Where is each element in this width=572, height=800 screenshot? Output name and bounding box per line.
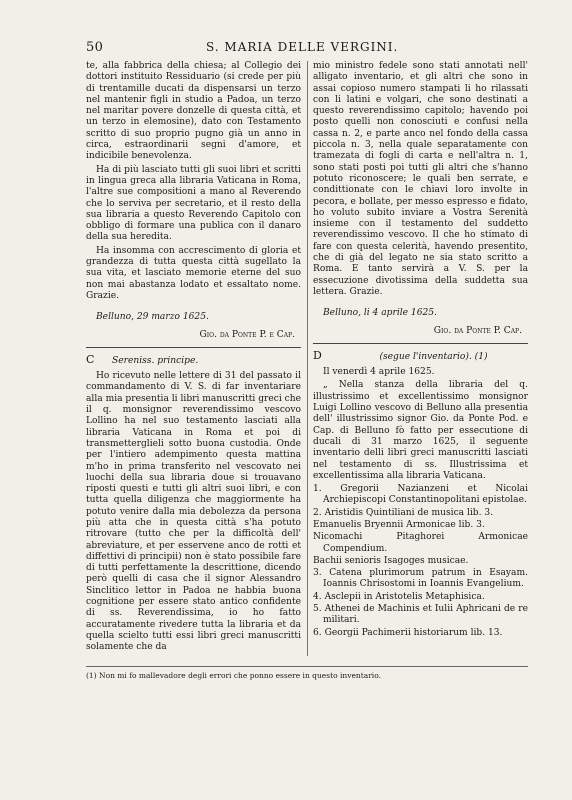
list-item: 1. Gregorii Nazianzeni et Nicolai Archiepiscopi Constantinopolitani epistolae. (313, 484, 528, 506)
left-date: Belluno, 29 marzo 1625. (96, 312, 209, 323)
right-paragraph-1: mio ministro fedele sono stati annotati nell' alligato inventario, et gli altri che sono in assai copioso numero stampati li ho rilassati con li latini e volgari, che sono destinati a questo reverendissimo capitolo; havendo poi posto quelli non conosciuti e confusi nella cassa n. 2, e parte anco nel fondo della cassa piccola n. 3, nella quale separatamente con tramezata di fogli di carta e nell'altra n. 1, sono stati posti poi tutti gli altri che s'hanno potuto riconoscere; le quali ben serrate, e condittionate con le chiavi loro involte in pecora, e bollate, per messo espresso e fidato, ho voluto subito inviare a Vostra Serenità insieme con il testamento del suddetto reverendissimo vescovo. Il che ho stimato di fare con questa celerità, havendo presentito, che di già del legato ne sia stato scritto a Roma. E tanto servirà a V. S. per la essecuzione divotissima della suddetta sua lettera. Grazie. (313, 61, 528, 297)
section-letter-d: D (313, 348, 322, 362)
running-head: S. MARIA DELLE VERGINI. (206, 40, 399, 54)
list-item: Bachii senioris Isagoges musicae. (313, 555, 469, 566)
left-column (86, 61, 301, 656)
left-paragraph-4: Ho ricevuto nelle lettere di 31 del passato il commandamento di V. S. di far inventariare alla mia presentia li libri manuscritti greci che il q. monsignor reverendissimo vescovo Lollino ha nel suo testamento lasciati alla libraria Vaticana in Roma et poi di transmetterglieli sotto buona custodia. Onde per l'intiero adempimento questa mattina m'ho in prima transferito nel vescovato nei luochi della sua libraria doue si trouavano riposti questi e tutti gli altri suoi libri, e con tutta quella diligenza che maggiormente ha potuto venire dalla mia debolezza da persona più atta che in questa città s'ha potuto ritrovare (tutto che per la difficoltà dell' abreviature, et per esservene anco de rotti et diffettivi di principii) non è stato possibile fare di tutti perfettamente la descrittione, dicendo però quelli di casa che il signor Alessandro Sinclitico lettor in Padoa ne habbia buona cognitione per essere stato antico confidente di ss. Reverendissima, io ho fatto accuratamente rivedere tutta la libraria et da quella scielto tutti essi libri greci manuscritti solamente che da (86, 371, 301, 653)
section-letter-c: C (86, 352, 95, 366)
list-item: Nicomachi Pitaghorei Armonicae Compendium. (313, 532, 528, 554)
left-paragraph-1: te, alla fabbrica della chiesa; al Collegio dei dottori instituito Ressiduario (si crede per più di trentamille ducati da dispensarsi un terzo nel mantenir figli in studio a Padoa, un terzo nel maritar povere donzelle di questa città, et un terzo in elemosine), dato con Testamento scritto di suo proprio pugno già un anno in circa, estraordinarii segni d'amore, et indicibile benevolenza. (86, 61, 301, 162)
section-c-heading (86, 354, 301, 367)
left-paragraph-2: Ha di più lasciato tutti gli suoi libri et scritti in lingua greca alla libraria Vaticana in Roma, l'altre sue compositioni a mano al Reverendo che lo serviva per secretario, et il resto della sua libraria a questo Reverendo Capitolo con obbligo di formare una publica con il danaro della sua heredita. (86, 164, 301, 243)
inventory-list (313, 484, 528, 639)
column-rule (307, 61, 308, 656)
left-signature: Gio. da Ponte P. e Cap. (199, 329, 295, 340)
section-divider (86, 347, 301, 348)
salutation: Sereniss. principe. (112, 355, 199, 366)
list-item: 2. Aristidis Quintiliani de musica lib. 3. (313, 507, 494, 518)
list-item: 6. Georgii Pachimerii historiarum lib. 13. (313, 627, 503, 638)
footnote: (1) Non mi fo mallevadore degli errori che ponno essere in questo inventario. (86, 666, 528, 680)
section-title: (segue l'inventario). (1) (379, 351, 488, 362)
right-column (313, 61, 528, 656)
right-signature: Gio. da Ponte P. Cap. (433, 325, 522, 336)
page-number: 50 (86, 40, 104, 55)
inventory-day: Il venerdì 4 aprile 1625. (323, 367, 435, 378)
inventory-intro: „ Nella stanza della libraria del q. illustrissimo et excellentissimo monsignor Luigi Lollino vescovo di Belluno alla presentia dell' illustrissimo signor Gio. da Ponte Pod. e Cap. di Belluno fò fatto per essecutione di ducali di 31 marzo 1625, il seguente inventario delli libri greci manuscritti lasciati nel testamento di ss. Illustrissima et excellentissima alla libraria Vaticana. (313, 380, 528, 481)
list-item: 4. Asclepii in Aristotelis Metaphisica. (313, 591, 485, 602)
list-item: 5. Athenei de Machinis et Iulii Aphricani de re militari. (313, 604, 528, 626)
section-d-heading (313, 350, 528, 363)
right-date: Belluno, li 4 aprile 1625. (323, 308, 437, 319)
section-divider-right (313, 343, 528, 344)
page-header (86, 40, 528, 55)
left-paragraph-3: Ha insomma con accrescimento di gloria et grandezza di tutta questa città sugellato la sua vita, et lasciato memorie eterne del suo non mai abastanza lodato et essaltato nome. Grazie. (86, 245, 301, 301)
list-item: Emanuelis Bryennii Armonicae lib. 3. (313, 519, 485, 530)
text-columns (86, 61, 528, 656)
list-item: 3. Catena plurimorum patrum in Esayam. Ioannis Chrisostomi in Ioannis Evangelium. (313, 568, 528, 590)
